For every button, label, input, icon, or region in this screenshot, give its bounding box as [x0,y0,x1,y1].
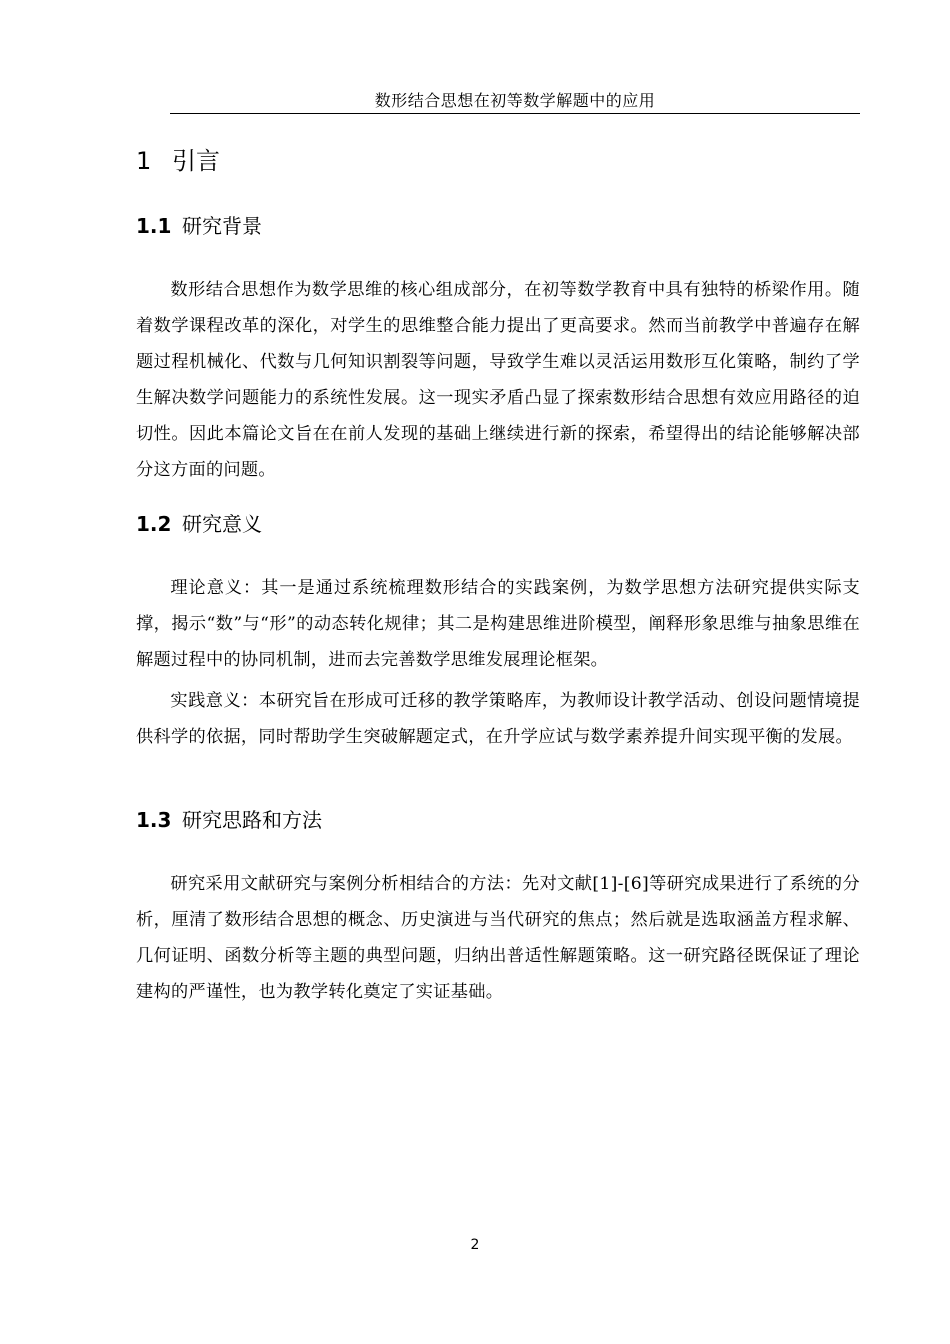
section-title: 研究背景 [182,214,262,238]
section-heading-1-2 [136,510,262,538]
section-number: 1.2 [136,512,172,536]
paragraph-methods: 研究采用文献研究与案例分析相结合的方法：先对文献[1]-[6]等研究成果进行了系统的分析，厘清了数形结合思想的概念、历史演进与当代研究的焦点；然后就是选取涵盖方程求解、几何证明、函数分析等主题的典型问题，归纳出普适性解题策略。这一研究路径既保证了理论建构的严谨性，也为教学转化奠定了实证基础。 [136,874,860,1002]
chapter-number: 1 [136,147,152,175]
chapter-title [136,144,220,178]
section-number: 1.3 [136,808,172,832]
header-rule [170,113,860,114]
page-number: 2 [470,1237,480,1253]
running-header: 数形结合思想在初等数学解题中的应用 [374,91,656,110]
section-heading-1-3 [136,806,322,834]
section-title: 研究思路和方法 [182,808,322,832]
chapter-title-text: 引言 [172,147,220,175]
paragraph-theoretical-significance: 理论意义：其一是通过系统梳理数形结合的实践案例，为数学思想方法研究提供实际支撑，揭示“数”与“形”的动态转化规律；其二是构建思维进阶模型，阐释形象思维与抽象思维在解题过程中的协同机制，进而去完善数学思维发展理论框架。 [136,578,860,670]
section-heading-1-1 [136,212,262,240]
section-number: 1.1 [136,214,172,238]
paragraph-background: 数形结合思想作为数学思维的核心组成部分，在初等数学教育中具有独特的桥梁作用。随着数学课程改革的深化，对学生的思维整合能力提出了更高要求。然而当前教学中普遍存在解题过程机械化、代数与几何知识割裂等问题，导致学生难以灵活运用数形互化策略，制约了学生解决数学问题能力的系统性发展。这一现实矛盾凸显了探索数形结合思想有效应用路径的迫切性。因此本篇论文旨在在前人发现的基础上继续进行新的探索，希望得出的结论能够解决部分这方面的问题。 [136,280,860,480]
paragraph-practical-significance: 实践意义：本研究旨在形成可迁移的教学策略库，为教师设计教学活动、创设问题情境提供科学的依据，同时帮助学生突破解题定式，在升学应试与数学素养提升间实现平衡的发展。 [136,691,860,747]
section-title: 研究意义 [182,512,262,536]
